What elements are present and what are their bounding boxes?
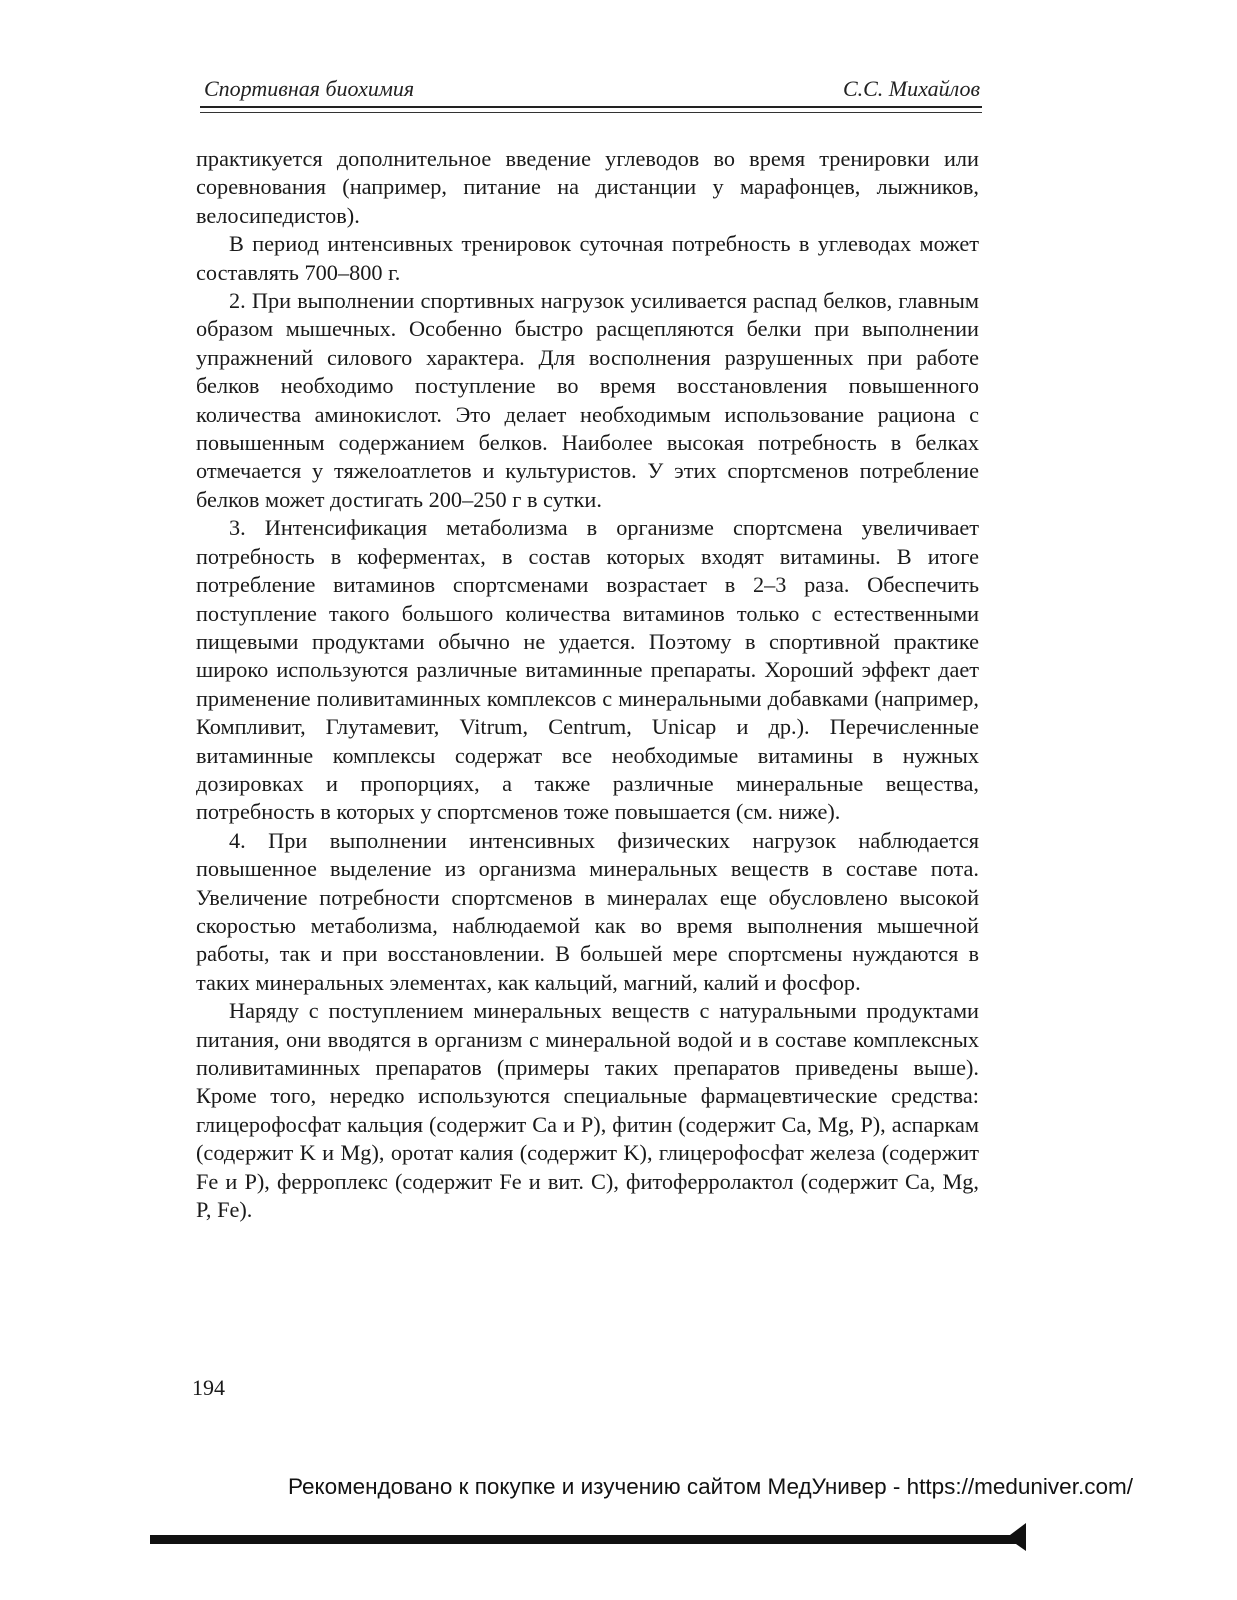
- paragraph-protein: 2. При выполнении спортивных нагрузок усиливается распад белков, главным образом мышечных. Особенно быстро расщепляются белки при выполнении упражнений силового характера. Для восполнения разрушенных при работе белков необходимо поступление во время восстановления повышенного количества аминокислот. Это делает необходимым использование рациона с повышенным содержанием белков. Наиболее высокая потребность в белках отмечается у тяжелоатлетов и культуристов. У этих спортсменов потребление белков может достигать 200–250 г в сутки.: [196, 288, 979, 512]
- paragraph-mineral-sources: Наряду с поступлением минеральных веществ с натуральными продуктами питания, они вводятся в организм с минеральной водой и в составе комплексных поливитаминных препаратов (примеры таких препаратов приведены выше). Кроме того, нередко используются специальные фармацевтические средства: глицерофосфат кальция (содержит Ca и P), фитин (содержит Ca, Mg, P), аспаркам (содержит K и Mg), оротат калия (содержит K), глицерофосфат железа (содержит Fe и P), ферроплекс (содержит Fe и вит. C), фитоферролактол (содержит Ca, Mg, P, Fe).: [196, 998, 979, 1223]
- paragraph-minerals: 4. При выполнении интенсивных физических нагрузок наблюдается повышенное выделение из организма минеральных веществ в составе пота. Увеличение потребности спортсменов в минералах еще обусловлено высокой скоростью метаболизма, наблюдаемой как во время выполнения мышечной работы, так и при восстановлении. В большей мере спортсмены нуждаются в таких минеральных элементах, как кальций, магний, калий и фосфор.: [196, 827, 979, 995]
- footer-recommendation: Рекомендовано к покупке и изучению сайтом МедУнивер - https://meduniver.com/: [288, 1474, 1133, 1499]
- page-body: [196, 145, 979, 1224]
- header-rule-thin: [200, 112, 982, 113]
- page-number: 194: [192, 1375, 225, 1400]
- header-rule-thick: [200, 106, 982, 108]
- paragraph-carbohydrate-need: В период интенсивных тренировок суточная потребность в углеводах может составлять 700–800 г.: [196, 231, 979, 285]
- paragraph-continuation: практикуется дополнительное введение углеводов во время тренировки или соревнования (например, питание на дистанции у марафонцев, лыжников, велосипедистов).: [196, 146, 979, 228]
- paragraph-vitamins: 3. Интенсификация метаболизма в организме спортсмена увеличивает потребность в коферментах, в состав которых входят витамины. В итоге потребление витаминов спортсменами возрастает в 2–3 раза. Обеспечить поступление такого большого количества витаминов только с естественными пищевыми продуктами обычно не удается. Поэтому в спортивной практике широко используются различные витаминные препараты. Хороший эффект дает применение поливитаминных комплексов с минеральными добавками (например, Компливит, Глутамевит, Vitrum, Centrum, Unicap и др.). Перечисленные витаминные комплексы содержат все необходимые витамины в нужных дозировках и пропорциях, а также различные минеральные вещества, потребность в которых у спортсменов тоже повышается (см. ниже).: [196, 515, 979, 825]
- author-name: С.С. Михайлов: [842, 76, 980, 101]
- footer-decorative-bar: [150, 1523, 1026, 1551]
- book-title: Спортивная биохимия: [204, 76, 415, 101]
- running-header: [200, 76, 982, 102]
